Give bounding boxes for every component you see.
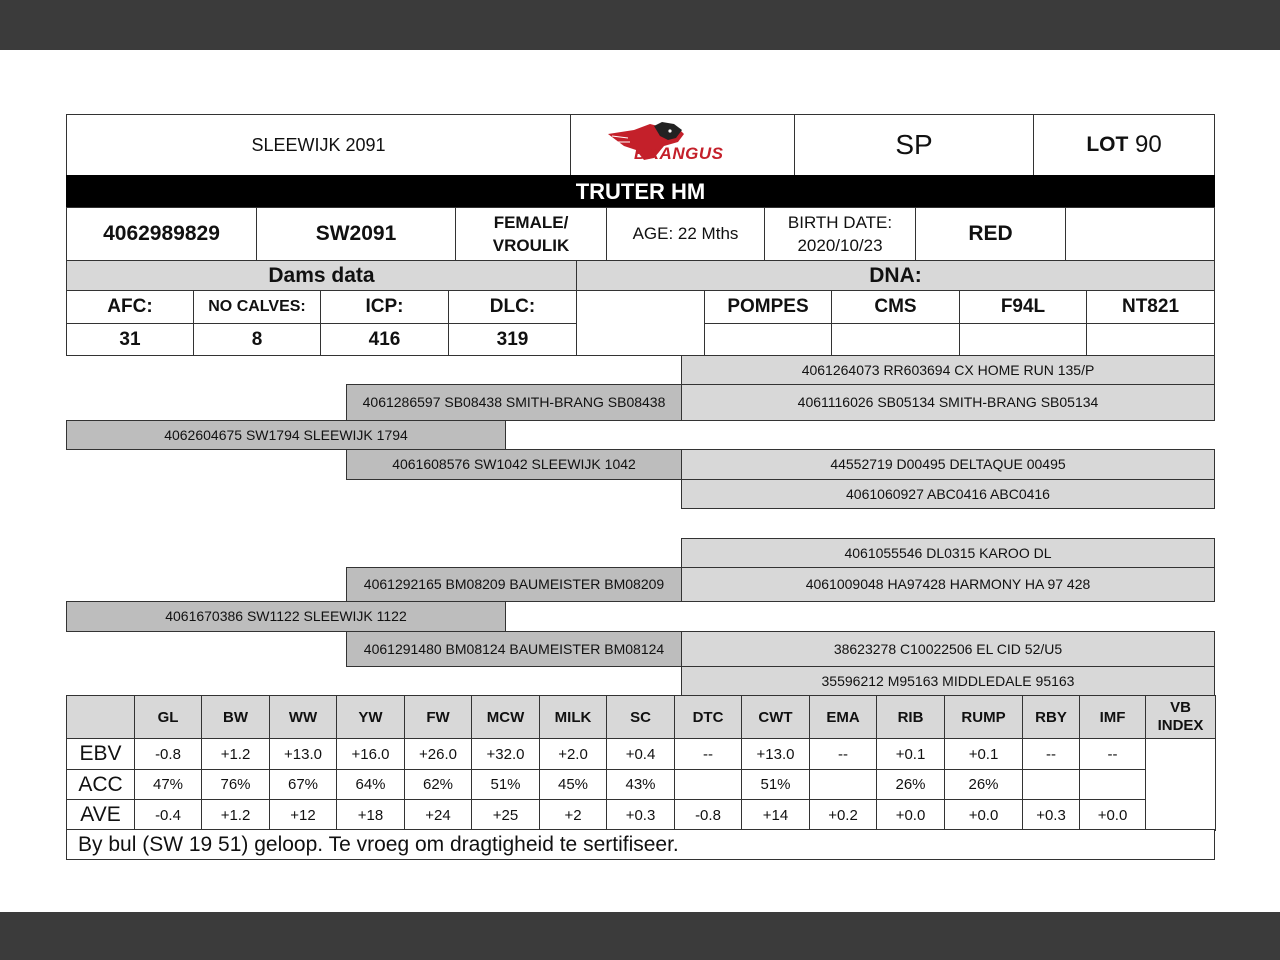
- dna-value-pompes: [704, 323, 832, 356]
- dams-header-calves: NO CALVES:: [193, 290, 321, 324]
- ebv-header-index: VB INDEX: [1145, 695, 1216, 739]
- colour: RED: [915, 207, 1066, 261]
- pedigree-dam-sire: 4061292165 BM08209 BAUMEISTER BM08209: [346, 567, 682, 602]
- ebv-cell-acc-rib: 26%: [876, 769, 945, 800]
- ebv-header-rump: RUMP: [944, 695, 1023, 739]
- ebv-cell-ave-yw: +18: [336, 799, 405, 831]
- ebv-cell-acc-rump: 26%: [944, 769, 1023, 800]
- dams-value-afc: 31: [66, 323, 194, 356]
- ebv-cell-ebv-mcw: +32.0: [471, 738, 540, 770]
- pedigree-dam: 4061670386 SW1122 SLEEWIJK 1122: [66, 601, 506, 632]
- dna-header-cms: CMS: [831, 290, 960, 324]
- dna-header-nt821: NT821: [1086, 290, 1215, 324]
- ebv-cell-ebv-milk: +2.0: [539, 738, 607, 770]
- ebv-cell-acc-mcw: 51%: [471, 769, 540, 800]
- ebv-cell-ave-rib: +0.0: [876, 799, 945, 831]
- ebv-header-ww: WW: [269, 695, 337, 739]
- ebv-cell-ebv-rby: --: [1022, 738, 1080, 770]
- birth-date-box: [764, 207, 916, 261]
- dna-header-pompes: POMPES: [704, 290, 832, 324]
- ebv-cell-ebv-yw: +16.0: [336, 738, 405, 770]
- ebv-header-bw: BW: [201, 695, 270, 739]
- dams-value-dlc: 319: [448, 323, 577, 356]
- pedigree-dam-dam: 4061291480 BM08124 BAUMEISTER BM08124: [346, 631, 682, 667]
- pedigree-sire-dam-sire: 44552719 D00495 DELTAQUE 00495: [681, 449, 1215, 480]
- ebv-cell-ebv-dtc: --: [674, 738, 742, 770]
- age: AGE: 22 Mths: [606, 207, 765, 261]
- ebv-cell-acc-sc: 43%: [606, 769, 675, 800]
- ebv-cell-ave-sc: +0.3: [606, 799, 675, 831]
- pedigree-sire-dam: 4061608576 SW1042 SLEEWIJK 1042: [346, 449, 682, 480]
- dams-value-icp: 416: [320, 323, 449, 356]
- birth-label: BIRTH DATE:: [787, 213, 893, 232]
- sex-line1: FEMALE/: [493, 213, 569, 232]
- code: SP: [794, 114, 1034, 176]
- ebv-cell-ebv-sc: +0.4: [606, 738, 675, 770]
- ebv-header-rby: RBY: [1022, 695, 1080, 739]
- ebv-cell-acc-fw: 62%: [404, 769, 472, 800]
- ebv-cell-ebv-rib: +0.1: [876, 738, 945, 770]
- ebv-cell-ave-fw: +24: [404, 799, 472, 831]
- ebv-cell-ave-bw: +1.2: [201, 799, 270, 831]
- ebv-cell-ave-ww: +12: [269, 799, 337, 831]
- ebv-header-gl: GL: [134, 695, 202, 739]
- bottom-bar: [0, 912, 1280, 960]
- dna-value-nt821: [1086, 323, 1215, 356]
- ebv-cell-acc-bw: 76%: [201, 769, 270, 800]
- herd-code: SW2091: [256, 207, 456, 261]
- birth-date: 2020/10/23: [797, 236, 883, 255]
- dna-value-f94l: [959, 323, 1087, 356]
- pedigree-dam-sire-sire: 4061055546 DL0315 KAROO DL: [681, 538, 1215, 568]
- dams-header-dlc: DLC:: [448, 290, 577, 324]
- ebv-cell-ave-imf: +0.0: [1079, 799, 1146, 831]
- ebv-corner: [66, 695, 135, 739]
- dams-header-icp: ICP:: [320, 290, 449, 324]
- note: By bul (SW 19 51) geloop. Te vroeg om dragtigheid te sertifiseer.: [66, 829, 1215, 860]
- ebv-cell-acc-rby: [1022, 769, 1080, 800]
- ebv-index-value: [1145, 738, 1216, 831]
- dams-header-afc: AFC:: [66, 290, 194, 324]
- ebv-row-label-ave: AVE: [66, 799, 135, 831]
- pedigree-sire-sire-dam: 4061116026 SB05134 SMITH-BRANG SB05134: [681, 384, 1215, 421]
- ebv-cell-ebv-ema: --: [809, 738, 877, 770]
- ebv-header-yw: YW: [336, 695, 405, 739]
- ebv-header-dtc: DTC: [674, 695, 742, 739]
- ebv-header-rib: RIB: [876, 695, 945, 739]
- lot-label: LOT: [1086, 133, 1129, 156]
- ebv-header-cwt: CWT: [741, 695, 810, 739]
- ebv-cell-acc-ema: [809, 769, 877, 800]
- ebv-cell-ebv-cwt: +13.0: [741, 738, 810, 770]
- ebv-cell-ave-ema: +0.2: [809, 799, 877, 831]
- ebv-cell-ebv-fw: +26.0: [404, 738, 472, 770]
- dams-value-calves: 8: [193, 323, 321, 356]
- ebv-header-fw: FW: [404, 695, 472, 739]
- pedigree-sire-sire: 4061286597 SB08438 SMITH-BRANG SB08438: [346, 384, 682, 421]
- ebv-cell-acc-cwt: 51%: [741, 769, 810, 800]
- ebv-cell-ave-mcw: +25: [471, 799, 540, 831]
- dna-title: DNA:: [576, 260, 1215, 291]
- ebv-header-milk: MILK: [539, 695, 607, 739]
- pedigree-sire-dam-dam: 4061060927 ABC0416 ABC0416: [681, 479, 1215, 509]
- brand-text: BRANGUS: [634, 144, 724, 163]
- dna-blank: [576, 290, 705, 356]
- ebv-cell-acc-yw: 64%: [336, 769, 405, 800]
- ebv-cell-ebv-ww: +13.0: [269, 738, 337, 770]
- ebv-cell-acc-dtc: [674, 769, 742, 800]
- ebv-cell-ave-milk: +2: [539, 799, 607, 831]
- lot-number: 90: [1134, 131, 1162, 158]
- ebv-cell-ave-rby: +0.3: [1022, 799, 1080, 831]
- sex-line2: VROULIK: [492, 236, 570, 255]
- pedigree-dam-dam-dam: 35596212 M95163 MIDDLEDALE 95163: [681, 666, 1215, 696]
- brangus-logo: [604, 120, 756, 168]
- dna-value-cms: [831, 323, 960, 356]
- id-number: 4062989829: [66, 207, 257, 261]
- ebv-cell-acc-imf: [1079, 769, 1146, 800]
- pedigree-sire: 4062604675 SW1794 SLEEWIJK 1794: [66, 420, 506, 450]
- ebv-row-label-acc: ACC: [66, 769, 135, 800]
- pedigree-sire-sire-sire: 4061264073 RR603694 CX HOME RUN 135/P: [681, 355, 1215, 385]
- ebv-cell-ave-rump: +0.0: [944, 799, 1023, 831]
- extra-cell: [1065, 207, 1215, 261]
- ebv-cell-ebv-gl: -0.8: [134, 738, 202, 770]
- farm-name: SLEEWIJK 2091: [66, 114, 571, 176]
- top-bar: [0, 0, 1280, 50]
- lot-box: [1033, 114, 1215, 176]
- ebv-header-sc: SC: [606, 695, 675, 739]
- ebv-cell-ave-cwt: +14: [741, 799, 810, 831]
- ebv-cell-acc-gl: 47%: [134, 769, 202, 800]
- ebv-cell-ave-dtc: -0.8: [674, 799, 742, 831]
- ebv-cell-acc-milk: 45%: [539, 769, 607, 800]
- breeder-bar: TRUTER HM: [66, 175, 1215, 208]
- ebv-cell-ebv-imf: --: [1079, 738, 1146, 770]
- dams-title: Dams data: [66, 260, 577, 291]
- ebv-header-mcw: MCW: [471, 695, 540, 739]
- ebv-cell-ave-gl: -0.4: [134, 799, 202, 831]
- ebv-header-imf: IMF: [1079, 695, 1146, 739]
- pedigree-dam-sire-dam: 4061009048 HA97428 HARMONY HA 97 428: [681, 567, 1215, 602]
- ebv-cell-ebv-rump: +0.1: [944, 738, 1023, 770]
- ebv-header-ema: EMA: [809, 695, 877, 739]
- dna-header-f94l: F94L: [959, 290, 1087, 324]
- ebv-cell-ebv-bw: +1.2: [201, 738, 270, 770]
- ebv-row-label-ebv: EBV: [66, 738, 135, 770]
- ebv-cell-acc-ww: 67%: [269, 769, 337, 800]
- sex: [455, 207, 607, 261]
- pedigree-dam-dam-sire: 38623278 C10022506 EL CID 52/U5: [681, 631, 1215, 667]
